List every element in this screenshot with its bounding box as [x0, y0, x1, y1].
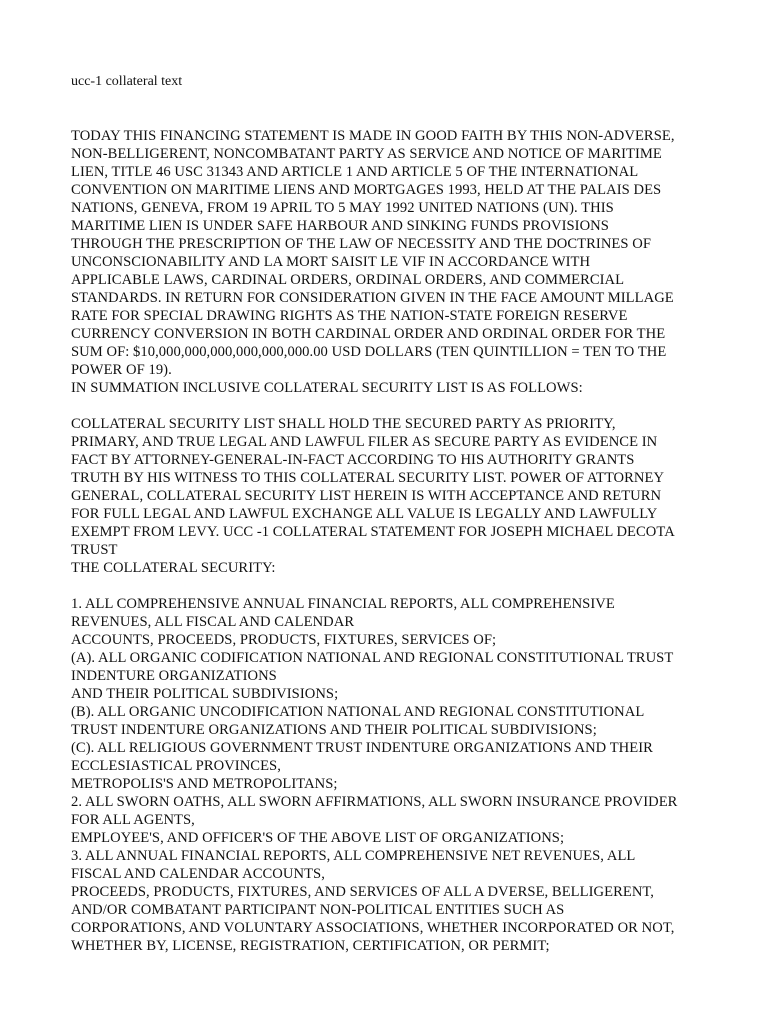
body-line: UNCONSCIONABILITY AND LA MORT SAISIT LE VIF IN ACCORDANCE WITH — [71, 254, 591, 270]
body-line: THE COLLATERAL SECURITY: — [71, 560, 276, 576]
body-line: ECCLESIASTICAL PROVINCES, — [71, 758, 281, 774]
body-line: TODAY THIS FINANCING STATEMENT IS MADE IN GOOD FAITH BY THIS NON-ADVERSE, — [71, 128, 675, 144]
body-line: (A). ALL ORGANIC CODIFICATION NATIONAL AND REGIONAL CONSTITUTIONAL TRUST — [71, 650, 674, 666]
body-line: GENERAL, COLLATERAL SECURITY LIST HEREIN IS WITH ACCEPTANCE AND RETURN — [71, 488, 662, 504]
body-line: PROCEEDS, PRODUCTS, FIXTURES, AND SERVICES OF ALL A DVERSE, BELLIGERENT, — [71, 884, 654, 900]
body-line: 3. ALL ANNUAL FINANCIAL REPORTS, ALL COMPREHENSIVE NET REVENUES, ALL — [71, 848, 636, 864]
body-line: CONVENTION ON MARITIME LIENS AND MORTGAGES 1993, HELD AT THE PALAIS DES — [71, 182, 662, 198]
blank-line — [71, 397, 711, 415]
body-line: SUM OF: $10,000,000,000,000,000,000.00 USD DOLLARS (TEN QUINTILLION = TEN TO THE — [71, 344, 667, 360]
body-line: FISCAL AND CALENDAR ACCOUNTS, — [71, 866, 325, 882]
body-line: NON-BELLIGERENT, NONCOMBATANT PARTY AS SERVICE AND NOTICE OF MARITIME — [71, 146, 662, 162]
body-line: EXEMPT FROM LEVY. UCC -1 COLLATERAL STATEMENT FOR JOSEPH MICHAEL DECOTA — [71, 524, 675, 540]
body-line: 2. ALL SWORN OATHS, ALL SWORN AFFIRMATIONS, ALL SWORN INSURANCE PROVIDER — [71, 794, 678, 810]
body-line: REVENUES, ALL FISCAL AND CALENDAR — [71, 614, 355, 630]
body-line: INDENTURE ORGANIZATIONS — [71, 668, 277, 684]
body-line: TRUTH BY HIS WITNESS TO THIS COLLATERAL SECURITY LIST. POWER OF ATTORNEY — [71, 470, 665, 486]
body-line: THROUGH THE PRESCRIPTION OF THE LAW OF NECESSITY AND THE DOCTRINES OF — [71, 236, 651, 252]
body-line: APPLICABLE LAWS, CARDINAL ORDERS, ORDINAL ORDERS, AND COMMERCIAL — [71, 272, 625, 288]
body-line: WHETHER BY, LICENSE, REGISTRATION, CERTIFICATION, OR PERMIT; — [71, 938, 550, 954]
body-line: FACT BY ATTORNEY-GENERAL-IN-FACT ACCORDING TO HIS AUTHORITY GRANTS — [71, 452, 635, 468]
body-line: NATIONS, GENEVA, FROM 19 APRIL TO 5 MAY 1992 UNITED NATIONS (UN). THIS — [71, 200, 614, 216]
body-line: TRUST INDENTURE ORGANIZATIONS AND THEIR POLITICAL SUBDIVISIONS; — [71, 722, 597, 738]
body-line: AND/OR COMBATANT PARTICIPANT NON-POLITICAL ENTITIES SUCH AS — [71, 902, 565, 918]
body-line: IN SUMMATION INCLUSIVE COLLATERAL SECURITY LIST IS AS FOLLOWS: — [71, 380, 583, 396]
body-line: ACCOUNTS, PROCEEDS, PRODUCTS, FIXTURES, SERVICES OF; — [71, 632, 497, 648]
body-line: CORPORATIONS, AND VOLUNTARY ASSOCIATIONS, WHETHER INCORPORATED OR NOT, — [71, 920, 675, 936]
body-line: EMPLOYEE'S, AND OFFICER'S OF THE ABOVE LIST OF ORGANIZATIONS; — [71, 830, 565, 846]
body-line: CURRENCY CONVERSION IN BOTH CARDINAL ORDER AND ORDINAL ORDER FOR THE — [71, 326, 666, 342]
body-line: METROPOLIS'S AND METROPOLITANS; — [71, 776, 338, 792]
body-line: MARITIME LIEN IS UNDER SAFE HARBOUR AND SINKING FUNDS PROVISIONS — [71, 218, 609, 234]
body-line: (B). ALL ORGANIC UNCODIFICATION NATIONAL AND REGIONAL CONSTITUTIONAL — [71, 704, 645, 720]
body-line: 1. ALL COMPREHENSIVE ANNUAL FINANCIAL REPORTS, ALL COMPREHENSIVE — [71, 596, 615, 612]
blank-line — [71, 577, 711, 595]
body-line: POWER OF 19). — [71, 362, 172, 378]
body-line: FOR FULL LEGAL AND LAWFUL EXCHANGE ALL VALUE IS LEGALLY AND LAWFULLY — [71, 506, 658, 522]
document-body — [71, 127, 711, 955]
body-line: TRUST — [71, 542, 118, 558]
body-line: FOR ALL AGENTS, — [71, 812, 195, 828]
body-line: RATE FOR SPECIAL DRAWING RIGHTS AS THE NATION-STATE FOREIGN RESERVE — [71, 308, 628, 324]
body-line: LIEN, TITLE 46 USC 31343 AND ARTICLE 1 AND ARTICLE 5 OF THE INTERNATIONAL — [71, 164, 639, 180]
body-line: PRIMARY, AND TRUE LEGAL AND LAWFUL FILER AS SECURE PARTY AS EVIDENCE IN — [71, 434, 658, 450]
body-line: AND THEIR POLITICAL SUBDIVISIONS; — [71, 686, 339, 702]
body-line: (C). ALL RELIGIOUS GOVERNMENT TRUST INDENTURE ORGANIZATIONS AND THEIR — [71, 740, 653, 756]
document-title: ucc-1 collateral text — [71, 74, 183, 89]
body-line: STANDARDS. IN RETURN FOR CONSIDERATION GIVEN IN THE FACE AMOUNT MILLAGE — [71, 290, 674, 306]
body-line: COLLATERAL SECURITY LIST SHALL HOLD THE SECURED PARTY AS PRIORITY, — [71, 416, 616, 432]
